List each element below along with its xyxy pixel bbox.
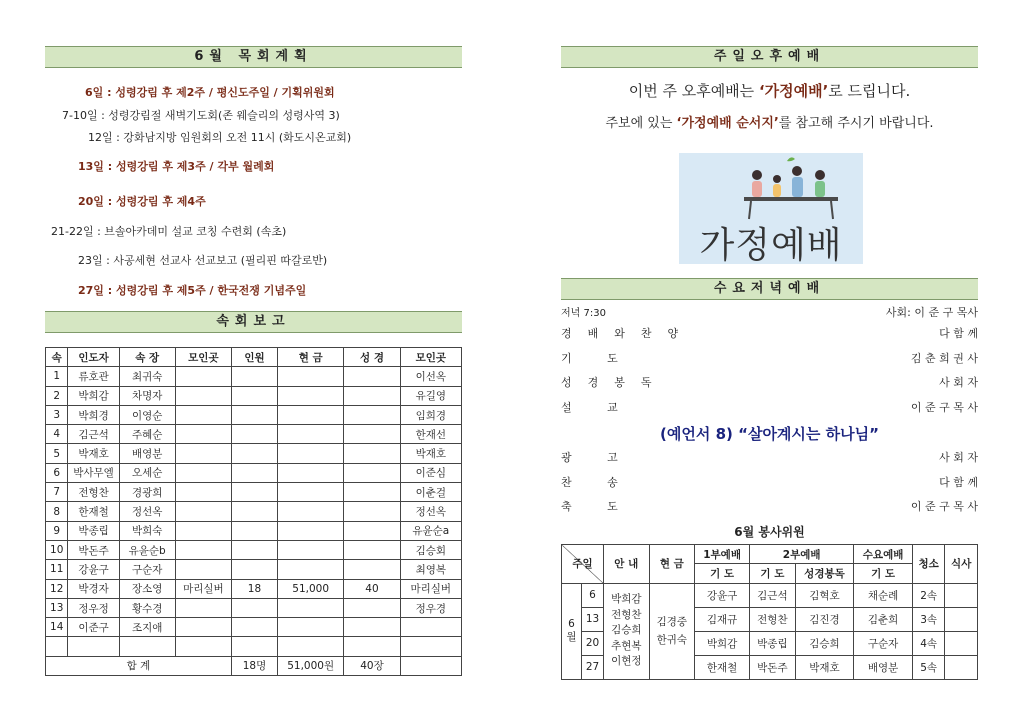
servants-meal-head: 식사 — [945, 545, 978, 584]
table-cell — [231, 386, 277, 405]
servants-day: 27 — [582, 655, 604, 679]
servants-meal — [945, 607, 978, 631]
plan-sep: : — [103, 160, 116, 173]
table-cell: 박재호 — [400, 444, 461, 463]
plan-sep: : — [103, 86, 116, 99]
plan-text: 성령강림 후 제2주 / 평신도주일 / 기획위원회 — [115, 86, 335, 99]
sermon-title: (예언서 8) “살아계시는 하나님” — [660, 425, 879, 443]
table-cell — [277, 637, 343, 656]
plan-sep: : — [103, 195, 116, 208]
table-row — [562, 583, 978, 607]
plan-sep: : — [103, 284, 116, 297]
servants-wed-head: 수요예배 — [854, 545, 913, 564]
servants-read-head: 성경봉독 — [795, 564, 854, 583]
servants-meal — [945, 655, 978, 679]
wed-order-label: 기 도 — [561, 351, 634, 365]
table-cell: 장소영 — [119, 579, 175, 598]
table-cell — [277, 618, 343, 637]
table-cell — [344, 540, 400, 559]
plan-sep: : — [112, 131, 124, 144]
table-cell: 구순자 — [119, 560, 175, 579]
table-cell — [231, 502, 277, 521]
table-cell: 박재호 — [68, 444, 119, 463]
wed-order-label: 찬 송 — [561, 475, 634, 489]
table-cell: 이준심 — [400, 463, 461, 482]
table-row — [46, 540, 462, 559]
family-logo-text: 가정예배 — [699, 225, 843, 266]
servants-guide-name: 박희감 — [611, 593, 642, 606]
table-cell: 3 — [46, 405, 68, 424]
servants-p2: 전형찬 — [750, 607, 796, 631]
table-cell: 7 — [46, 483, 68, 502]
table-cell: 차명자 — [119, 386, 175, 405]
plan-item — [85, 84, 335, 100]
table-cell: 6 — [46, 463, 68, 482]
table-row — [46, 637, 462, 656]
table-cell: 주혜순 — [119, 425, 175, 444]
afternoon-line2-post: 를 참고해 주시기 바랍니다. — [778, 116, 934, 131]
table-cell — [231, 521, 277, 540]
table-cell — [231, 483, 277, 502]
servants-p2: 김근석 — [750, 583, 796, 607]
table-cell — [344, 502, 400, 521]
table-cell: 12 — [46, 579, 68, 598]
table-cell — [277, 405, 343, 424]
servants-p2: 박종립 — [750, 631, 796, 655]
wed-order-label: 축 도 — [561, 500, 634, 513]
report-col-header: 모인곳 — [400, 348, 461, 367]
table-cell: 10 — [46, 540, 68, 559]
report-col-header: 모인곳 — [175, 348, 231, 367]
table-cell — [231, 444, 277, 463]
table-cell — [175, 405, 231, 424]
table-cell — [277, 483, 343, 502]
table-cell — [344, 483, 400, 502]
wednesday-header: 수요저녁예배 — [561, 278, 978, 300]
family-dinner-icon — [679, 153, 863, 223]
table-cell: 최귀숙 — [119, 367, 175, 386]
servants-guide-name: 이현정 — [611, 655, 642, 668]
table-cell: 전형찬 — [68, 483, 119, 502]
wed-order-person: 이 준 구 목 사 — [910, 500, 978, 513]
table-row — [46, 386, 462, 405]
afternoon-line1-hi: ‘가정예배’ — [758, 82, 829, 100]
table-cell — [277, 463, 343, 482]
servants-wed: 김춘희 — [854, 607, 913, 631]
report-total-row — [46, 656, 462, 675]
table-cell: 8 — [46, 502, 68, 521]
servants-read: 박재호 — [795, 655, 854, 679]
table-cell — [68, 637, 119, 656]
table-cell — [344, 521, 400, 540]
servants-svc1-head: 1부예배 — [695, 545, 750, 564]
table-cell: 황수경 — [119, 598, 175, 617]
wed-order-label: 경배와찬양 — [561, 327, 695, 340]
table-cell — [175, 444, 231, 463]
table-cell — [344, 405, 400, 424]
servants-day: 13 — [582, 607, 604, 631]
plan-item — [88, 129, 351, 145]
table-cell — [175, 618, 231, 637]
afternoon-header: 주일오후예배 — [561, 46, 978, 68]
wed-order-row — [561, 396, 978, 420]
table-cell — [344, 425, 400, 444]
servants-day: 20 — [582, 631, 604, 655]
total-label: 합 계 — [46, 656, 232, 675]
servants-wed: 채순례 — [854, 583, 913, 607]
plan-text: 브솔아카데미 설교 코칭 수련회 (속초) — [104, 225, 287, 238]
plan-text: 사공세현 선교사 선교보고 (필리핀 따갈로반) — [113, 254, 328, 267]
wed-order-row — [561, 322, 978, 346]
table-cell: 최영복 — [400, 560, 461, 579]
table-cell: 김근석 — [68, 425, 119, 444]
table-cell — [400, 637, 461, 656]
table-cell: 류호관 — [68, 367, 119, 386]
servants-p1: 강윤구 — [695, 583, 750, 607]
table-cell — [231, 560, 277, 579]
table-cell: 51,000 — [277, 579, 343, 598]
total-offering: 51,000원 — [277, 656, 343, 675]
servants-guides — [604, 583, 650, 679]
servants-read: 김진경 — [795, 607, 854, 631]
plan-date: 13일 — [78, 160, 104, 173]
plan-item — [62, 107, 340, 123]
table-row — [46, 483, 462, 502]
table-cell: 박희감 — [68, 386, 119, 405]
table-cell: 이영순 — [119, 405, 175, 424]
table-cell: 마리실버 — [175, 579, 231, 598]
table-cell — [277, 502, 343, 521]
table-cell: 유윤순a — [400, 521, 461, 540]
servants-p1: 박희감 — [695, 631, 750, 655]
table-cell: 마리실버 — [400, 579, 461, 598]
table-cell: 김승회 — [400, 540, 461, 559]
wed-order-person: 사 회 자 — [939, 451, 978, 464]
plan-text: 성령강림 후 제4주 — [116, 195, 206, 208]
servants-guide-name: 김승희 — [611, 624, 642, 637]
table-cell — [175, 540, 231, 559]
servants-p2: 박돈주 — [750, 655, 796, 679]
report-col-header: 속 장 — [119, 348, 175, 367]
table-cell: 이준구 — [68, 618, 119, 637]
afternoon-line2-hi: ‘가정예배 순서지’ — [676, 116, 779, 131]
table-cell: 18 — [231, 579, 277, 598]
table-cell — [231, 637, 277, 656]
table-cell — [277, 540, 343, 559]
report-header: 속회보고 — [45, 311, 462, 333]
table-cell — [46, 637, 68, 656]
servants-wed: 구순자 — [854, 631, 913, 655]
plan-date: 27일 — [78, 284, 104, 297]
servants-offering — [649, 583, 695, 679]
wed-order-person: 다 함 께 — [939, 327, 978, 340]
servants-guide-head: 안 내 — [604, 545, 650, 584]
wed-order-person: 김 춘 희 권 사 — [910, 351, 978, 365]
servants-svc2-head: 2부예배 — [750, 545, 854, 564]
servants-pray2-head: 기 도 — [750, 564, 796, 583]
afternoon-line2-pre: 주보에 있는 — [605, 116, 677, 131]
plan-item — [78, 252, 327, 268]
table-cell — [175, 521, 231, 540]
table-row — [46, 521, 462, 540]
table-cell — [175, 425, 231, 444]
servants-pray3-head: 기 도 — [854, 564, 913, 583]
report-col-header: 인도자 — [68, 348, 119, 367]
table-cell: 유길영 — [400, 386, 461, 405]
table-cell: 한재선 — [400, 425, 461, 444]
table-cell: 정선옥 — [119, 502, 175, 521]
total-people: 18명 — [231, 656, 277, 675]
servants-meal — [945, 583, 978, 607]
table-cell: 박돈주 — [68, 540, 119, 559]
report-col-header: 속 — [46, 348, 68, 367]
plan-text: 성령강림 후 제3주 / 각부 월례회 — [116, 160, 275, 173]
afternoon-line1-pre: 이번 주 오후예배는 — [628, 82, 759, 100]
table-cell: 1 — [46, 367, 68, 386]
report-col-header: 현 금 — [277, 348, 343, 367]
table-cell: 박희숙 — [119, 521, 175, 540]
table-cell — [175, 367, 231, 386]
servants-clean-head: 청소 — [912, 545, 945, 584]
wed-order-label: 성경봉독 — [561, 376, 668, 389]
servants-read: 김승희 — [795, 631, 854, 655]
servants-day: 6 — [582, 583, 604, 607]
total-empty — [400, 656, 461, 675]
table-cell: 유윤순b — [119, 540, 175, 559]
table-cell: 박경자 — [68, 579, 119, 598]
table-cell: 14 — [46, 618, 68, 637]
servants-table — [561, 544, 978, 680]
table-cell: 조지애 — [119, 618, 175, 637]
table-cell — [175, 483, 231, 502]
table-cell — [175, 560, 231, 579]
table-cell: 40 — [344, 579, 400, 598]
report-col-header: 인원 — [231, 348, 277, 367]
table-cell — [231, 425, 277, 444]
servants-month: 6 월 — [562, 583, 582, 679]
table-cell — [277, 560, 343, 579]
plan-date: 7-10일 — [62, 109, 98, 122]
table-cell — [231, 618, 277, 637]
table-cell: 오세순 — [119, 463, 175, 482]
servants-clean: 3속 — [912, 607, 945, 631]
servants-read: 김혁호 — [795, 583, 854, 607]
servants-meal — [945, 631, 978, 655]
table-cell: 정우경 — [400, 598, 461, 617]
table-cell — [277, 386, 343, 405]
table-row — [46, 579, 462, 598]
servants-p1: 김재규 — [695, 607, 750, 631]
table-cell — [344, 367, 400, 386]
table-cell: 박희경 — [68, 405, 119, 424]
plan-item — [78, 282, 306, 298]
table-cell: 박종립 — [68, 521, 119, 540]
table-cell: 11 — [46, 560, 68, 579]
wed-order-person: 이 준 구 목 사 — [910, 400, 978, 414]
plan-date: 20일 — [78, 195, 104, 208]
table-cell: 이춘걸 — [400, 483, 461, 502]
plan-text: 성령강림절 새벽기도회(존 웨슬리의 성령사역 3) — [108, 109, 340, 122]
servants-offering-head: 현 금 — [649, 545, 695, 584]
table-cell — [344, 386, 400, 405]
table-cell — [175, 463, 231, 482]
plan-date: 6일 — [85, 86, 104, 99]
servants-offering-name: 한귀숙 — [656, 634, 688, 647]
table-cell — [119, 637, 175, 656]
wed-order-person: 사 회 자 — [939, 376, 978, 389]
table-row — [46, 463, 462, 482]
table-cell: 배영분 — [119, 444, 175, 463]
servants-title: 6월 봉사위원 — [734, 525, 805, 539]
table-cell — [175, 502, 231, 521]
report-head-row — [46, 348, 462, 367]
wed-order-label: 광 고 — [561, 451, 634, 464]
table-cell — [175, 386, 231, 405]
wed-order-row — [561, 347, 978, 371]
table-cell: 한재철 — [68, 502, 119, 521]
table-cell — [277, 367, 343, 386]
table-row — [46, 618, 462, 637]
plan-text: 강화남지방 임원회의 오전 11시 (화도시온교회) — [123, 131, 352, 144]
servants-week-head: 주일 — [562, 545, 604, 584]
table-cell: 4 — [46, 425, 68, 444]
afternoon-line1 — [561, 80, 978, 101]
servants-p1: 한재철 — [695, 655, 750, 679]
table-cell — [344, 637, 400, 656]
report-col-header: 성 경 — [344, 348, 400, 367]
table-cell — [231, 463, 277, 482]
servants-clean: 5속 — [912, 655, 945, 679]
table-row — [46, 502, 462, 521]
plan-date: 23일 — [78, 254, 103, 267]
servants-offering-name: 김경중 — [656, 616, 688, 629]
plan-sep: : — [93, 225, 105, 238]
table-cell — [231, 540, 277, 559]
table-cell: 정우정 — [68, 598, 119, 617]
wed-order-row — [561, 446, 978, 470]
table-row — [46, 367, 462, 386]
table-cell — [231, 405, 277, 424]
report-table — [45, 347, 462, 676]
plan-item — [78, 193, 206, 209]
table-cell — [344, 463, 400, 482]
table-row — [46, 598, 462, 617]
table-cell — [344, 560, 400, 579]
wed-order-person: 다 함 께 — [939, 475, 978, 489]
servants-wed: 배영분 — [854, 655, 913, 679]
table-cell — [277, 425, 343, 444]
plan-sep: : — [97, 109, 109, 122]
table-cell: 경광희 — [119, 483, 175, 502]
table-cell — [277, 598, 343, 617]
table-row — [46, 405, 462, 424]
table-cell — [277, 444, 343, 463]
plan-item — [51, 223, 286, 239]
table-cell — [344, 618, 400, 637]
table-cell — [344, 598, 400, 617]
plan-sep: : — [102, 254, 114, 267]
table-cell: 강윤구 — [68, 560, 119, 579]
afternoon-line1-post: 로 드립니다. — [828, 82, 911, 100]
total-bible: 40장 — [344, 656, 400, 675]
table-cell — [231, 367, 277, 386]
servants-clean: 4속 — [912, 631, 945, 655]
table-cell — [175, 598, 231, 617]
table-row — [46, 444, 462, 463]
table-cell: 2 — [46, 386, 68, 405]
servants-pray-head: 기 도 — [695, 564, 750, 583]
servants-clean: 2속 — [912, 583, 945, 607]
table-cell — [231, 598, 277, 617]
table-cell: 9 — [46, 521, 68, 540]
table-cell: 13 — [46, 598, 68, 617]
wed-order-row — [561, 495, 978, 519]
plan-date: 21-22일 — [51, 225, 94, 238]
plan-item — [78, 158, 274, 174]
table-cell — [344, 444, 400, 463]
table-row — [46, 425, 462, 444]
table-cell — [175, 637, 231, 656]
wed-order-label: 설 교 — [561, 400, 634, 414]
servants-guide-name: 전형찬 — [611, 608, 642, 621]
wed-order-row — [561, 471, 978, 495]
wed-order-row — [561, 371, 978, 395]
plan-text: 성령강림 후 제5주 / 한국전쟁 기념주일 — [116, 284, 307, 297]
table-cell: 5 — [46, 444, 68, 463]
afternoon-line2 — [561, 112, 978, 131]
table-cell: 이선옥 — [400, 367, 461, 386]
table-cell: 임희경 — [400, 405, 461, 424]
wed-time: 저녁 7:30 — [561, 308, 606, 319]
servants-guide-name: 추현복 — [611, 639, 642, 652]
plan-header: 6월 목회계획 — [45, 46, 462, 68]
table-cell — [400, 618, 461, 637]
table-cell — [277, 521, 343, 540]
table-cell: 정선옥 — [400, 502, 461, 521]
table-cell: 박사무엘 — [68, 463, 119, 482]
plan-date: 12일 — [88, 131, 113, 144]
table-row — [46, 560, 462, 579]
wed-host: 사회: 이 준 구 목사 — [885, 306, 978, 319]
family-worship-logo — [679, 153, 863, 264]
